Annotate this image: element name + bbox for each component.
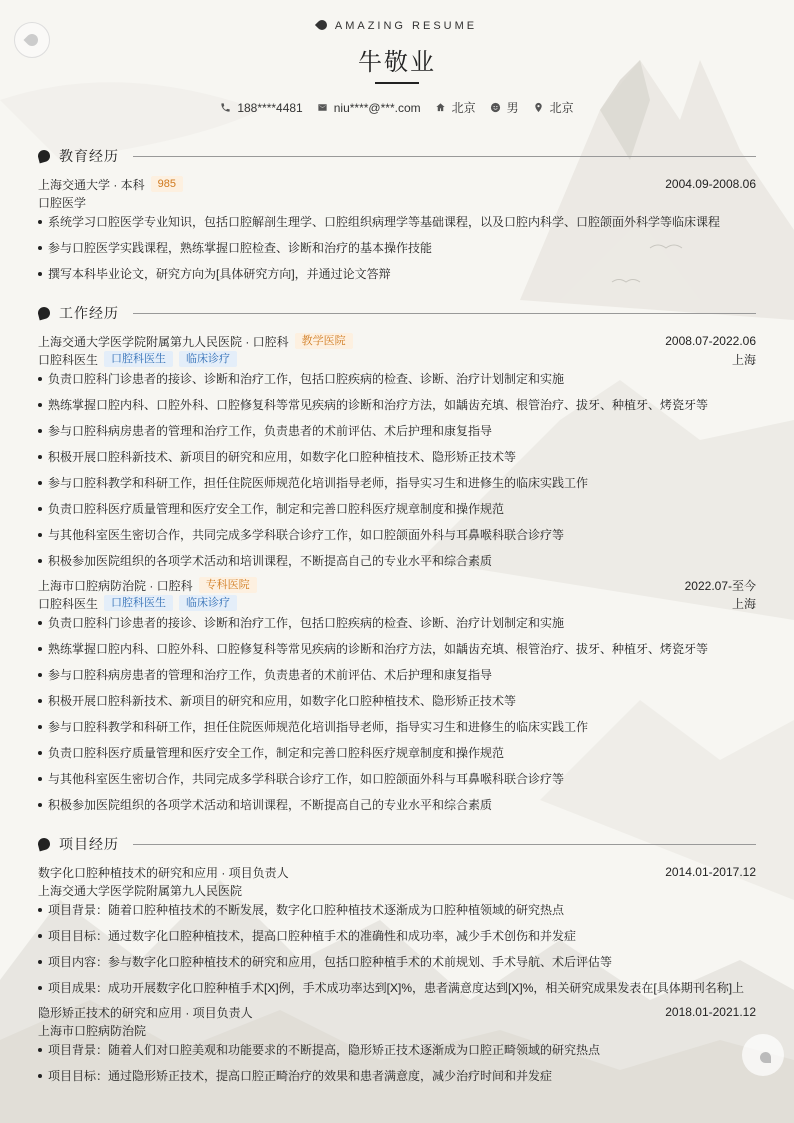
list-item: 积极参加医院组织的各项学术活动和培训课程，不断提高自己的专业水平和综合素质 [38,553,756,569]
section-divider [133,844,756,845]
role-tag: 口腔科医生 [104,595,173,611]
list-item: 参与口腔科教学和科研工作，担任住院医师规范化培训指导老师，指导实习生和进修生的临床实践工作 [38,719,756,735]
project-org: 上海市口腔病防治院 [38,1023,147,1038]
location-value: 北京 [451,101,476,115]
list-item: 项目目标：通过隐形矫正技术，提高口腔正畸治疗的效果和患者满意度，减少治疗时间和并发症 [38,1068,756,1084]
list-item: 系统学习口腔医学专业知识，包括口腔解剖生理学、口腔组织病理学等基础课程，以及口腔内科学、口腔颌面外科学等临床课程 [38,214,756,230]
list-item: 与其他科室医生密切合作，共同完成多学科联合诊疗工作，如口腔颌面外科与耳鼻喉科联合诊疗等 [38,527,756,543]
contact-email [317,99,421,116]
list-item: 积极参加医院组织的各项学术活动和培训课程，不断提高自己的专业水平和综合素质 [38,797,756,813]
section-divider [133,313,756,314]
list-item: 负责口腔科门诊患者的接诊、诊断和治疗工作，包括口腔疾病的检查、诊断、治疗计划制定和实施 [38,615,756,631]
map-pin-icon [533,102,544,113]
project-org-row [38,1022,756,1038]
section-leaf-icon [37,837,52,852]
work-section-title [38,303,756,323]
section-title-text: 教育经历 [59,148,119,164]
contact-gender [490,99,519,116]
leaf-icon [315,18,329,32]
project-name: 数字化口腔种植技术的研究和应用 · 项目负责人 [38,865,289,880]
role-tag: 口腔科医生 [104,351,173,367]
list-item: 项目背景：随着人们对口腔美观和功能要求的不断提高，隐形矫正技术逐渐成为口腔正畸领域的研究热点 [38,1042,756,1058]
projects-section-title [38,834,756,854]
education-section-title [38,146,756,166]
education-period: 2004.09-2008.06 [665,177,756,191]
school-tag: 985 [151,176,183,192]
education-header [38,176,756,192]
work-period: 2008.07-2022.06 [665,334,756,348]
phone-icon [220,102,231,113]
section-title-text: 工作经历 [59,305,119,321]
project-header [38,1004,756,1020]
candidate-name: 牛敬业 [358,49,436,76]
email-icon [317,102,328,113]
list-item: 积极开展口腔科新技术、新项目的研究和应用，如数字化口腔种植技术、隐形矫正技术等 [38,449,756,465]
list-item: 项目内容：参与数字化口腔种植技术的研究和应用，包括口腔种植手术的术前规划、手术导航、术后评估等 [38,954,756,970]
brand-text: AMAZING RESUME [334,20,478,32]
project-org-row [38,882,756,898]
name-underline [375,82,419,84]
home-icon [435,102,446,113]
project-period: 2014.01-2017.12 [665,865,756,879]
major-name: 口腔医学 [38,195,87,210]
section-leaf-icon [37,149,52,164]
list-item: 撰写本科毕业论文，研究方向为[具体研究方向]，并通过论文答辩 [38,266,756,282]
work-role: 口腔科医生 [38,596,99,611]
list-item: 参与口腔科病房患者的管理和治疗工作，负责患者的术前评估、术后护理和康复指导 [38,667,756,683]
floating-action-button[interactable] [742,1034,784,1076]
role-tag: 临床诊疗 [179,595,237,611]
work-org: 上海交通大学医学院附属第九人民医院 · 口腔科 [38,334,289,349]
list-item: 负责口腔科医疗质量管理和医疗安全工作，制定和完善口腔科医疗规章制度和操作规范 [38,745,756,761]
org-tag: 专科医院 [199,577,257,593]
section-leaf-icon [37,306,52,321]
work-role-row [38,351,756,367]
work-period: 2022.07-至今 [684,578,756,593]
project-org: 上海交通大学医学院附属第九人民医院 [38,883,243,898]
gender-value: 男 [506,101,519,115]
work-header [38,577,756,593]
section-divider [133,156,756,157]
work-city: 上海 [731,596,756,611]
list-item: 参与口腔科教学和科研工作，担任住院医师规范化培训指导老师，指导实习生和进修生的临床实践工作 [38,475,756,491]
project-header [38,864,756,880]
contact-bar [0,99,794,116]
list-item: 积极开展口腔科新技术、新项目的研究和应用，如数字化口腔种植技术、隐形矫正技术等 [38,693,756,709]
contact-phone [220,99,302,116]
contact-location [435,99,476,116]
email-value: niu****@***.com [333,100,421,115]
list-item: 项目目标：通过数字化口腔种植技术，提高口腔种植手术的准确性和成功率，减少手术创伤和并发症 [38,928,756,944]
list-item: 熟练掌握口腔内科、口腔外科、口腔修复科等常见疾病的诊断和治疗方法，如龋齿充填、根管治疗、拔牙、种植牙、烤瓷牙等 [38,641,756,657]
role-tag: 临床诊疗 [179,351,237,367]
list-item: 参与口腔科病房患者的管理和治疗工作，负责患者的术前评估、术后护理和康复指导 [38,423,756,439]
list-item: 参与口腔医学实践课程，熟练掌握口腔检查、诊断和治疗的基本操作技能 [38,240,756,256]
contact-target-city [533,99,574,116]
list-item: 熟练掌握口腔内科、口腔外科、口腔修复科等常见疾病的诊断和治疗方法，如龋齿充填、根管治疗、拔牙、种植牙、烤瓷牙等 [38,397,756,413]
list-item: 负责口腔科医疗质量管理和医疗安全工作，制定和完善口腔科医疗规章制度和操作规范 [38,501,756,517]
work-city: 上海 [731,352,756,367]
list-item: 负责口腔科门诊患者的接诊、诊断和治疗工作，包括口腔疾病的检查、诊断、治疗计划制定和实施 [38,371,756,387]
project-name: 隐形矫正技术的研究和应用 · 项目负责人 [38,1005,253,1020]
list-item: 项目背景：随着口腔种植技术的不断发展，数字化口腔种植技术逐渐成为口腔种植领域的研究热点 [38,902,756,918]
leaf-icon [760,1052,771,1063]
list-item: 项目成果：成功开展数字化口腔种植手术[X]例，手术成功率达到[X]%，患者满意度达到[X]%，相关研究成果发表在[具体期刊名称]上 [38,980,756,996]
work-role-row [38,595,756,611]
brand-header [0,20,794,32]
list-item: 与其他科室医生密切合作，共同完成多学科联合诊疗工作，如口腔颌面外科与耳鼻喉科联合诊疗等 [38,771,756,787]
work-header [38,333,756,349]
phone-value: 188****4481 [237,100,303,115]
project-period: 2018.01-2021.12 [665,1005,756,1019]
org-tag: 教学医院 [295,333,353,349]
face-icon [490,102,501,113]
target-city-value: 北京 [549,101,574,115]
work-org: 上海市口腔病防治院 · 口腔科 [38,578,193,593]
section-title-text: 项目经历 [59,836,119,852]
education-major-row [38,194,756,210]
work-role: 口腔科医生 [38,352,99,367]
school-name: 上海交通大学 · 本科 [38,177,145,192]
